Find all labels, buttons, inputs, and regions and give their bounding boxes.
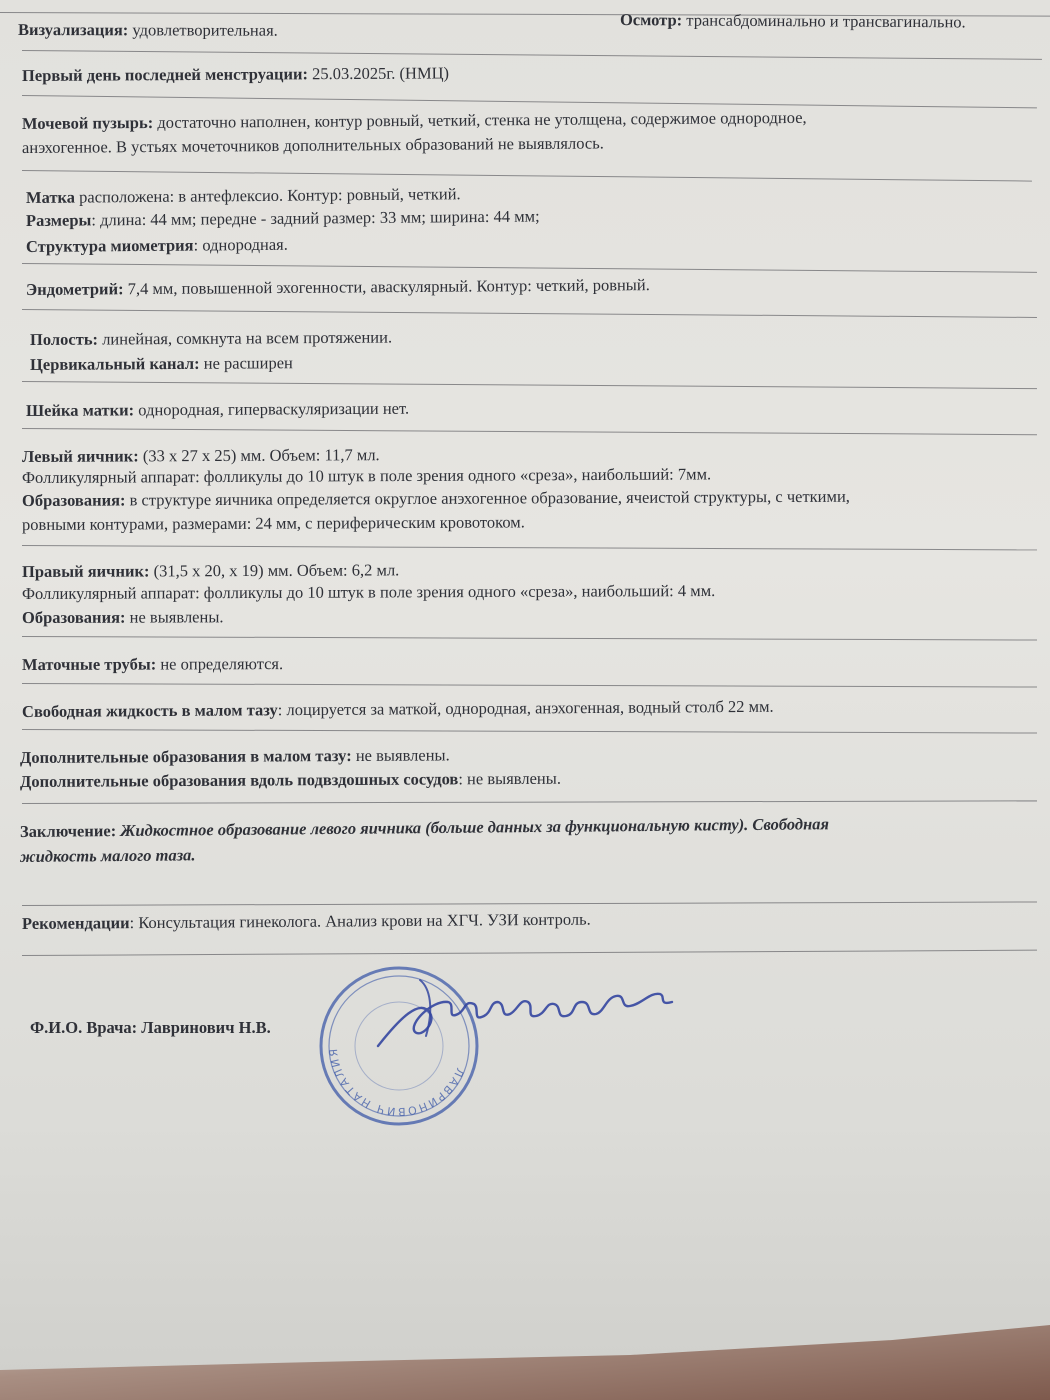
field-value: : Консультация гинеколога. Анализ крови на ХГЧ. УЗИ контроль. xyxy=(129,909,591,933)
field-value: однородная, гиперваскуляризации нет. xyxy=(134,398,410,420)
bladder-row xyxy=(22,108,807,134)
background-fabric xyxy=(0,1300,1050,1400)
field-value: не выявлены. xyxy=(351,745,450,765)
right-formations-row xyxy=(22,607,224,628)
uterus-size-row xyxy=(26,207,540,231)
endometrium-row xyxy=(26,275,650,300)
field-label: Шейка матки: xyxy=(25,400,135,420)
field-value: ровными контурами, размерами: 24 мм, с периферическим кровотоком. xyxy=(21,512,525,534)
separator-line xyxy=(22,545,1037,550)
cervix-row xyxy=(26,399,409,421)
field-label: Матка xyxy=(25,187,76,207)
field-value: не определяются. xyxy=(156,654,284,674)
fallopian-tubes-row xyxy=(22,654,283,675)
field-label: Осмотр: xyxy=(619,10,683,30)
right-follicles-row xyxy=(22,581,715,604)
cervical-canal-row xyxy=(30,353,293,375)
field-label: Левый яичник: xyxy=(21,446,139,466)
field-value: анэхогенное. В устьях мочеточников дополнительных образований не выявлялось. xyxy=(21,133,604,157)
field-value: : длина: 44 мм; передне - задний размер: 33 мм; ширина: 44 мм; xyxy=(91,206,540,230)
field-value: Фолликулярный аппарат: фолликулы до 10 штук в поле зрения одного «среза», наибольший: 7мм. xyxy=(21,464,712,487)
field-label: Свободная жидкость в малом тазу xyxy=(21,700,278,721)
conclusion-row xyxy=(20,814,829,842)
field-label: Первый день последней менструации: xyxy=(21,64,309,85)
conclusion-row-continued xyxy=(20,845,196,867)
field-label: Полость: xyxy=(29,329,99,349)
exam-method-row xyxy=(620,10,966,32)
field-value: жидкость малого таза. xyxy=(19,845,196,866)
field-value: (33 х 27 х 25) мм. Объем: 11,7 мл. xyxy=(138,445,380,466)
separator-line xyxy=(22,428,1037,435)
recommendations-row xyxy=(22,910,591,934)
field-label: Дополнительные образования вдоль подвздошных сосудов xyxy=(19,769,459,791)
iliac-formations-row xyxy=(20,769,561,792)
doctor-name: Ф.И.О. Врача: Лавринович Н.В. xyxy=(30,1018,271,1037)
separator-line xyxy=(22,95,1037,108)
separator-line xyxy=(22,729,1037,734)
uterus-position-row xyxy=(26,184,461,208)
free-fluid-row xyxy=(22,697,774,722)
field-value: достаточно наполнен, контур ровный, четкий, стенка не утолщена, содержимое однородное, xyxy=(153,107,807,132)
field-label: Маточные трубы: xyxy=(21,654,157,674)
left-formations-row-continued xyxy=(22,512,525,535)
left-follicles-row xyxy=(22,464,711,488)
field-value: удовлетворительная. xyxy=(128,20,278,40)
separator-line xyxy=(22,636,1037,641)
field-value: 7,4 мм, повышенной эхогенности, аваскулярный. Контур: четкий, ровный. xyxy=(123,275,650,299)
field-value: Фолликулярный аппарат: фолликулы до 10 штук в поле зрения одного «среза», наибольший: 4 мм. xyxy=(21,580,716,603)
signature-stroke xyxy=(378,994,672,1046)
field-label: Цервикальный канал: xyxy=(29,353,200,374)
separator-line xyxy=(22,50,1042,60)
separator-line xyxy=(22,170,1032,182)
separator-line xyxy=(22,309,1037,318)
field-label: Рекомендации xyxy=(21,913,130,933)
field-value: : однородная. xyxy=(193,234,288,255)
field-label: Дополнительные образования в малом тазу: xyxy=(19,745,352,767)
left-ovary-row xyxy=(22,445,380,467)
field-label: Правый яичник: xyxy=(21,561,150,581)
bladder-row-continued xyxy=(22,133,604,158)
field-value: линейная, сомкнута на всем протяжении. xyxy=(97,327,393,349)
myometrium-row xyxy=(26,235,288,257)
doctor-signature xyxy=(360,958,690,1068)
separator-line xyxy=(22,263,1037,273)
separator-line xyxy=(22,381,1037,389)
field-value: (31,5 х 20, х 19) мм. Объем: 6,2 мл. xyxy=(149,560,400,581)
field-value: трансабдоминально и трансвагинально. xyxy=(682,10,966,32)
separator-line xyxy=(22,950,1037,956)
field-value: 25.03.2025г. (НМЦ) xyxy=(307,63,450,84)
field-label: Заключение: xyxy=(19,821,117,841)
separator-line xyxy=(22,683,1037,688)
field-value: Жидкостное образование левого яичника (больше данных за функциональную кисту). Свободная xyxy=(116,814,830,841)
field-value: не расширен xyxy=(199,353,293,373)
field-label: Визуализация: xyxy=(17,20,129,40)
field-value: : лоцируется за маткой, однородная, анэхогенная, водный столб 22 мм. xyxy=(277,696,774,720)
pelvic-formations-row xyxy=(20,745,450,768)
doctor-name-row xyxy=(30,1018,271,1038)
field-label: Структура миометрия xyxy=(25,235,194,256)
field-label: Образования: xyxy=(21,490,126,510)
last-menstruation-row xyxy=(22,63,449,86)
field-label: Мочевой пузырь: xyxy=(21,112,154,133)
left-formations-row xyxy=(22,487,850,511)
separator-line xyxy=(22,800,1037,804)
field-value: : не выявлены. xyxy=(458,768,562,789)
field-value: в структуре яичника определяется округлое анэхогенное образование, ячеистой структуры, с четкими, xyxy=(125,486,850,510)
field-value: расположена: в антефлексио. Контур: ровный, четкий. xyxy=(74,184,461,207)
visualization-row xyxy=(18,20,278,41)
stamp-text-path: ЛАВРИНОВИЧ НАТАЛИЯ xyxy=(326,1046,467,1119)
field-label: Размеры xyxy=(25,210,92,230)
field-label: Образования: xyxy=(21,607,126,627)
separator-line xyxy=(22,901,1037,906)
field-label: Эндометрий: xyxy=(25,279,124,299)
right-ovary-row xyxy=(22,560,399,582)
field-value: не выявлены. xyxy=(125,607,224,627)
cavity-row xyxy=(30,327,392,350)
